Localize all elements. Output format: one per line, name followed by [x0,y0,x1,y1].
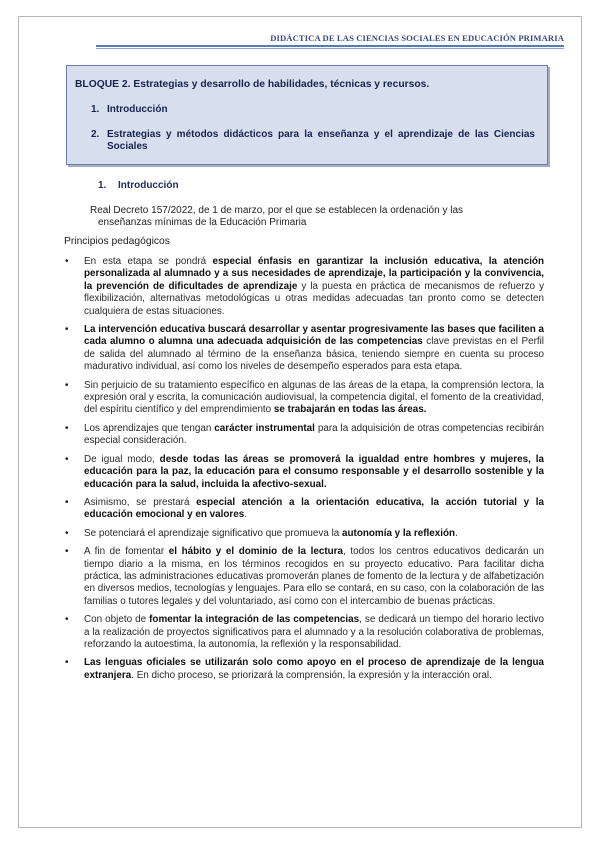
principle-text: para la adquisición de otras competencias recibirán especial consideración. [84,422,544,447]
principle-bullet [64,657,544,682]
principle-bullet [64,497,544,522]
decree-line-2: enseñanzas mínimas de la Educación Primaria [98,217,307,228]
bloque-item-estrategias [91,129,535,152]
principle-text: , todos los centros educativos dedicarán un tiempo diario a la misma, en los términos recogidos en su proyecto educativo. Para facilitar dicha práctica, las administraciones educativas promoverán planes de fomento de la lectura y de alfabetización en diversos medios, tecnologías y lenguajes. Para ello se contará, en su caso, con la colaboración de las familias o tutores legales y del voluntariado, así como con el intercambio de buenas prácticas. [84,546,545,607]
principle-bold-text: desde todas las áreas se promoverá la igualdad entre hombres y mujeres, la educación para la paz, la educación para el consumo responsable y el desarrollo sostenible y la educación para la salud, incluida la afectivo-sexual. [84,453,544,490]
principle-bullet [64,380,544,417]
bloque-item-introduccion [91,104,535,116]
principle-bullet [64,454,544,491]
principle-text: clave previstas en el Perfil de salida del alumnado al término de la enseñanza básica, teniendo siempre en cuenta su proceso madurativo individual, así como los niveles de desempeño esperados para esta etapa. [84,336,544,373]
bloque-item-text: Introducción [107,104,168,115]
decree-line-1: Real Decreto 157/2022, de 1 de marzo, por el que se establecen la ordenación y las [90,205,464,216]
principle-bold-text: Las lenguas oficiales se utilizarán solo como apoyo en el proceso de aprendizaje de la lengua extranjera [84,657,544,681]
bloque-item-number: 1. [91,104,100,115]
principle-bullet [64,546,544,608]
principle-text: Los aprendizajes que tengan [84,422,215,434]
principle-bold-text: fomentar la integración de las competencias [149,614,360,626]
principle-bold-text: se trabajarán en todas las áreas. [273,404,427,416]
principle-text: . [244,509,248,521]
bloque-item-number: 2. [91,129,100,140]
principle-text: A fin de fomentar [84,546,169,558]
bloque-item-text: Estrategias y métodos didácticos para la enseñanza y el aprendizaje de las Ciencias Sociales [107,129,535,152]
header-rule-thin [96,48,564,49]
principle-text: Con objeto de [84,614,150,626]
running-header: DIDÁCTICA DE LAS CIENCIAS SOCIALES EN EDUCACIÓN PRIMARIA [270,33,564,43]
principle-bold-text: La intervención educativa buscará desarrollar y asentar progresivamente las bases que faciliten a cada alumno o alumna una adecuada adquisición de las competencias [84,324,544,348]
section-number: 1. [98,180,107,191]
principle-bullet [64,423,544,448]
principle-text: y la puesta en práctica de mecanismos de refuerzo y flexibilización, alternativas metodológicas u otras medidas adecuadas tan pronto como se detecten cualquiera de estas situaciones. [84,280,545,317]
bloque-summary-box [66,65,548,165]
header-rule [96,45,564,47]
principle-text: , se dedicará un tiempo del horario lectivo a la realización de proyectos significativos para el alumnado y a la resolución colaborativa de problemas, reforzando la autoestima, la autonomía, la reflexión y la responsabilidad. [84,614,544,650]
principle-bullet [64,528,544,540]
principle-text: Sin perjuicio de su tratamiento específico en algunas de las áreas de la etapa, la comprensión lectora, la expresión oral y escrita, la comunicación audiovisual, la competencia digital, el fomento de la creatividad, del espíritu científico y del emprendimiento [84,379,544,416]
principle-text: En esta etapa se pondrá [84,256,213,267]
principle-text: . [455,527,458,539]
principle-bold-text: autonomía y la reflexión [342,527,456,539]
principle-bold-text: especial atención a la orientación educativa, la acción tutorial y la educación emocional y en valores [84,496,544,521]
principle-bullet [64,324,544,374]
decree-reference [90,205,530,229]
bloque-title: BLOQUE 2. Estrategias y desarrollo de habilidades, técnicas y recursos. [75,79,430,90]
principle-text: . En dicho proceso, se priorizará la comprensión, la expresión y la interacción oral. [131,669,492,681]
principle-text: Asimismo, se prestará [84,496,197,508]
principle-text: De igual modo, [84,453,160,465]
section-title: Introducción [118,180,179,191]
principle-bold-text: especial énfasis en garantizar la inclusión educativa, la atención personalizada al alumnado y a sus necesidades de aprendizaje, la participación y la convivencia, la prevención de dificultades de aprendizaje [84,256,544,292]
principles-title: Principios pedagógicos [64,236,170,247]
principle-text: Se potenciará el aprendizaje significativo que promueva la [84,527,343,539]
principle-bullet [64,256,544,318]
principle-bold-text: el hábito y el dominio de la lectura [168,546,344,558]
section-heading [98,180,179,191]
principle-bullet [64,614,544,651]
principles-list [64,256,544,688]
principle-bold-text: carácter instrumental [214,422,315,434]
